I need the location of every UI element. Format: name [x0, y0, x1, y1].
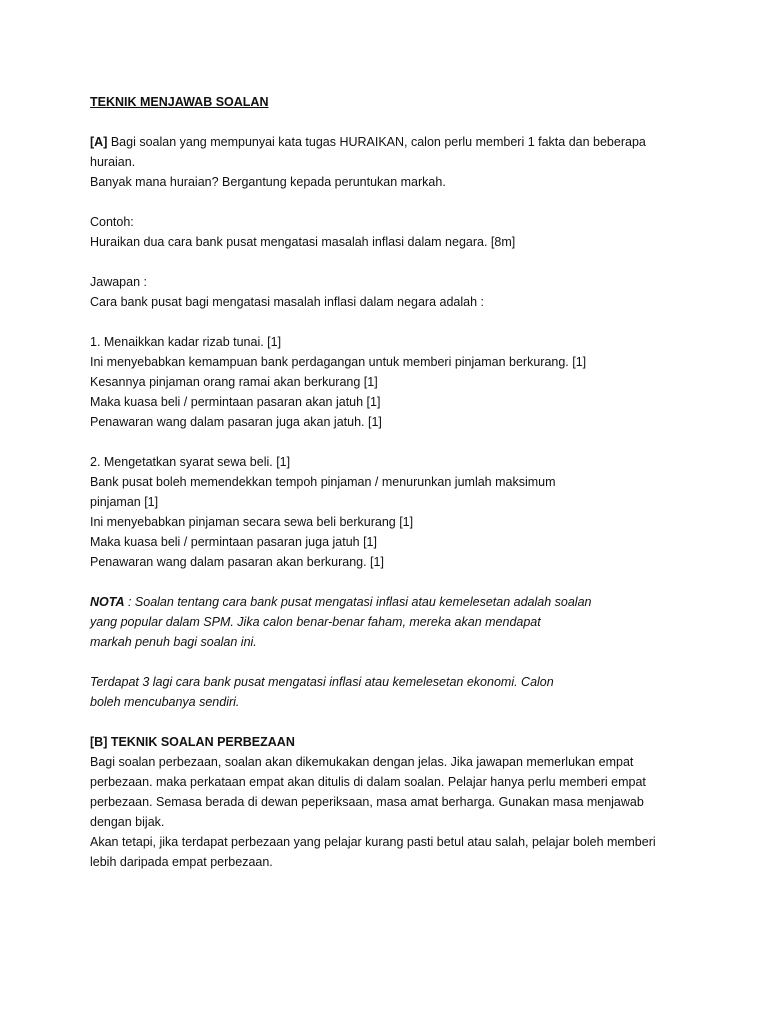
extra-note-line-2: boleh mencubanya sendiri. [90, 695, 240, 709]
point-1-line: Penawaran wang dalam pasaran juga akan jatuh. [1] [90, 415, 382, 429]
document-title: TEKNIK MENJAWAB SOALAN [90, 95, 269, 109]
document-body [90, 92, 690, 872]
section-a-intro-line-3: Banyak mana huraian? Bergantung kepada peruntukan markah. [90, 175, 446, 189]
point-1-line: Ini menyebabkan kemampuan bank perdagangan untuk memberi pinjaman berkurang. [1] [90, 355, 587, 369]
nota-line-3: markah penuh bagi soalan ini. [90, 635, 257, 649]
nota-text: : Soalan tentang cara bank pusat mengatasi inflasi atau kemelesetan adalah soalan [124, 595, 592, 609]
section-b-line: dengan bijak. [90, 815, 165, 829]
point-1-line: Maka kuasa beli / permintaan pasaran akan jatuh [1] [90, 395, 381, 409]
point-2-line: Ini menyebabkan pinjaman secara sewa beli berkurang [1] [90, 515, 414, 529]
extra-note-line-1: Terdapat 3 lagi cara bank pusat mengatasi inflasi atau kemelesetan ekonomi. Calon [90, 675, 554, 689]
point-1-line: 1. Menaikkan kadar rizab tunai. [1] [90, 335, 282, 349]
section-b-line: Akan tetapi, jika terdapat perbezaan yang pelajar kurang pasti betul atau salah, pelajar boleh memberi [90, 835, 656, 849]
point-2-line: Maka kuasa beli / permintaan pasaran juga jatuh [1] [90, 535, 377, 549]
nota-line-1 [90, 592, 690, 612]
point-2-line: Penawaran wang dalam pasaran akan berkurang. [1] [90, 555, 384, 569]
point-2-line: 2. Mengetatkan syarat sewa beli. [1] [90, 455, 291, 469]
section-a-intro-line-2: huraian. [90, 155, 136, 169]
point-2-line: Bank pusat boleh memendekkan tempoh pinjaman / menurunkan jumlah maksimum [90, 475, 556, 489]
example-question: Huraikan dua cara bank pusat mengatasi masalah inflasi dalam negara. [8m] [90, 235, 516, 249]
answer-intro: Cara bank pusat bagi mengatasi masalah inflasi dalam negara adalah : [90, 295, 484, 309]
section-a-intro-text: Bagi soalan yang mempunyai kata tugas HURAIKAN, calon perlu memberi 1 fakta dan beberapa [107, 135, 646, 149]
point-1-line: Kesannya pinjaman orang ramai akan berkurang [1] [90, 375, 378, 389]
section-a-marker: [A] [90, 135, 108, 149]
nota-label: NOTA [90, 595, 125, 609]
section-b-heading: [B] TEKNIK SOALAN PERBEZAAN [90, 735, 295, 749]
section-b-line: Bagi soalan perbezaan, soalan akan dikemukakan dengan jelas. Jika jawapan memerlukan empat [90, 755, 634, 769]
contoh-label: Contoh: [90, 215, 134, 229]
section-a-intro-line-1 [90, 132, 690, 152]
point-2-line: pinjaman [1] [90, 495, 159, 509]
section-b-line: lebih daripada empat perbezaan. [90, 855, 273, 869]
section-b-line: perbezaan. maka perkataan empat akan ditulis di dalam soalan. Pelajar hanya perlu memberi empat [90, 775, 646, 789]
jawapan-label: Jawapan : [90, 275, 147, 289]
section-b-line: perbezaan. Semasa berada di dewan peperiksaan, masa amat berharga. Gunakan masa menjawab [90, 795, 644, 809]
nota-line-2: yang popular dalam SPM. Jika calon benar-benar faham, mereka akan mendapat [90, 615, 541, 629]
